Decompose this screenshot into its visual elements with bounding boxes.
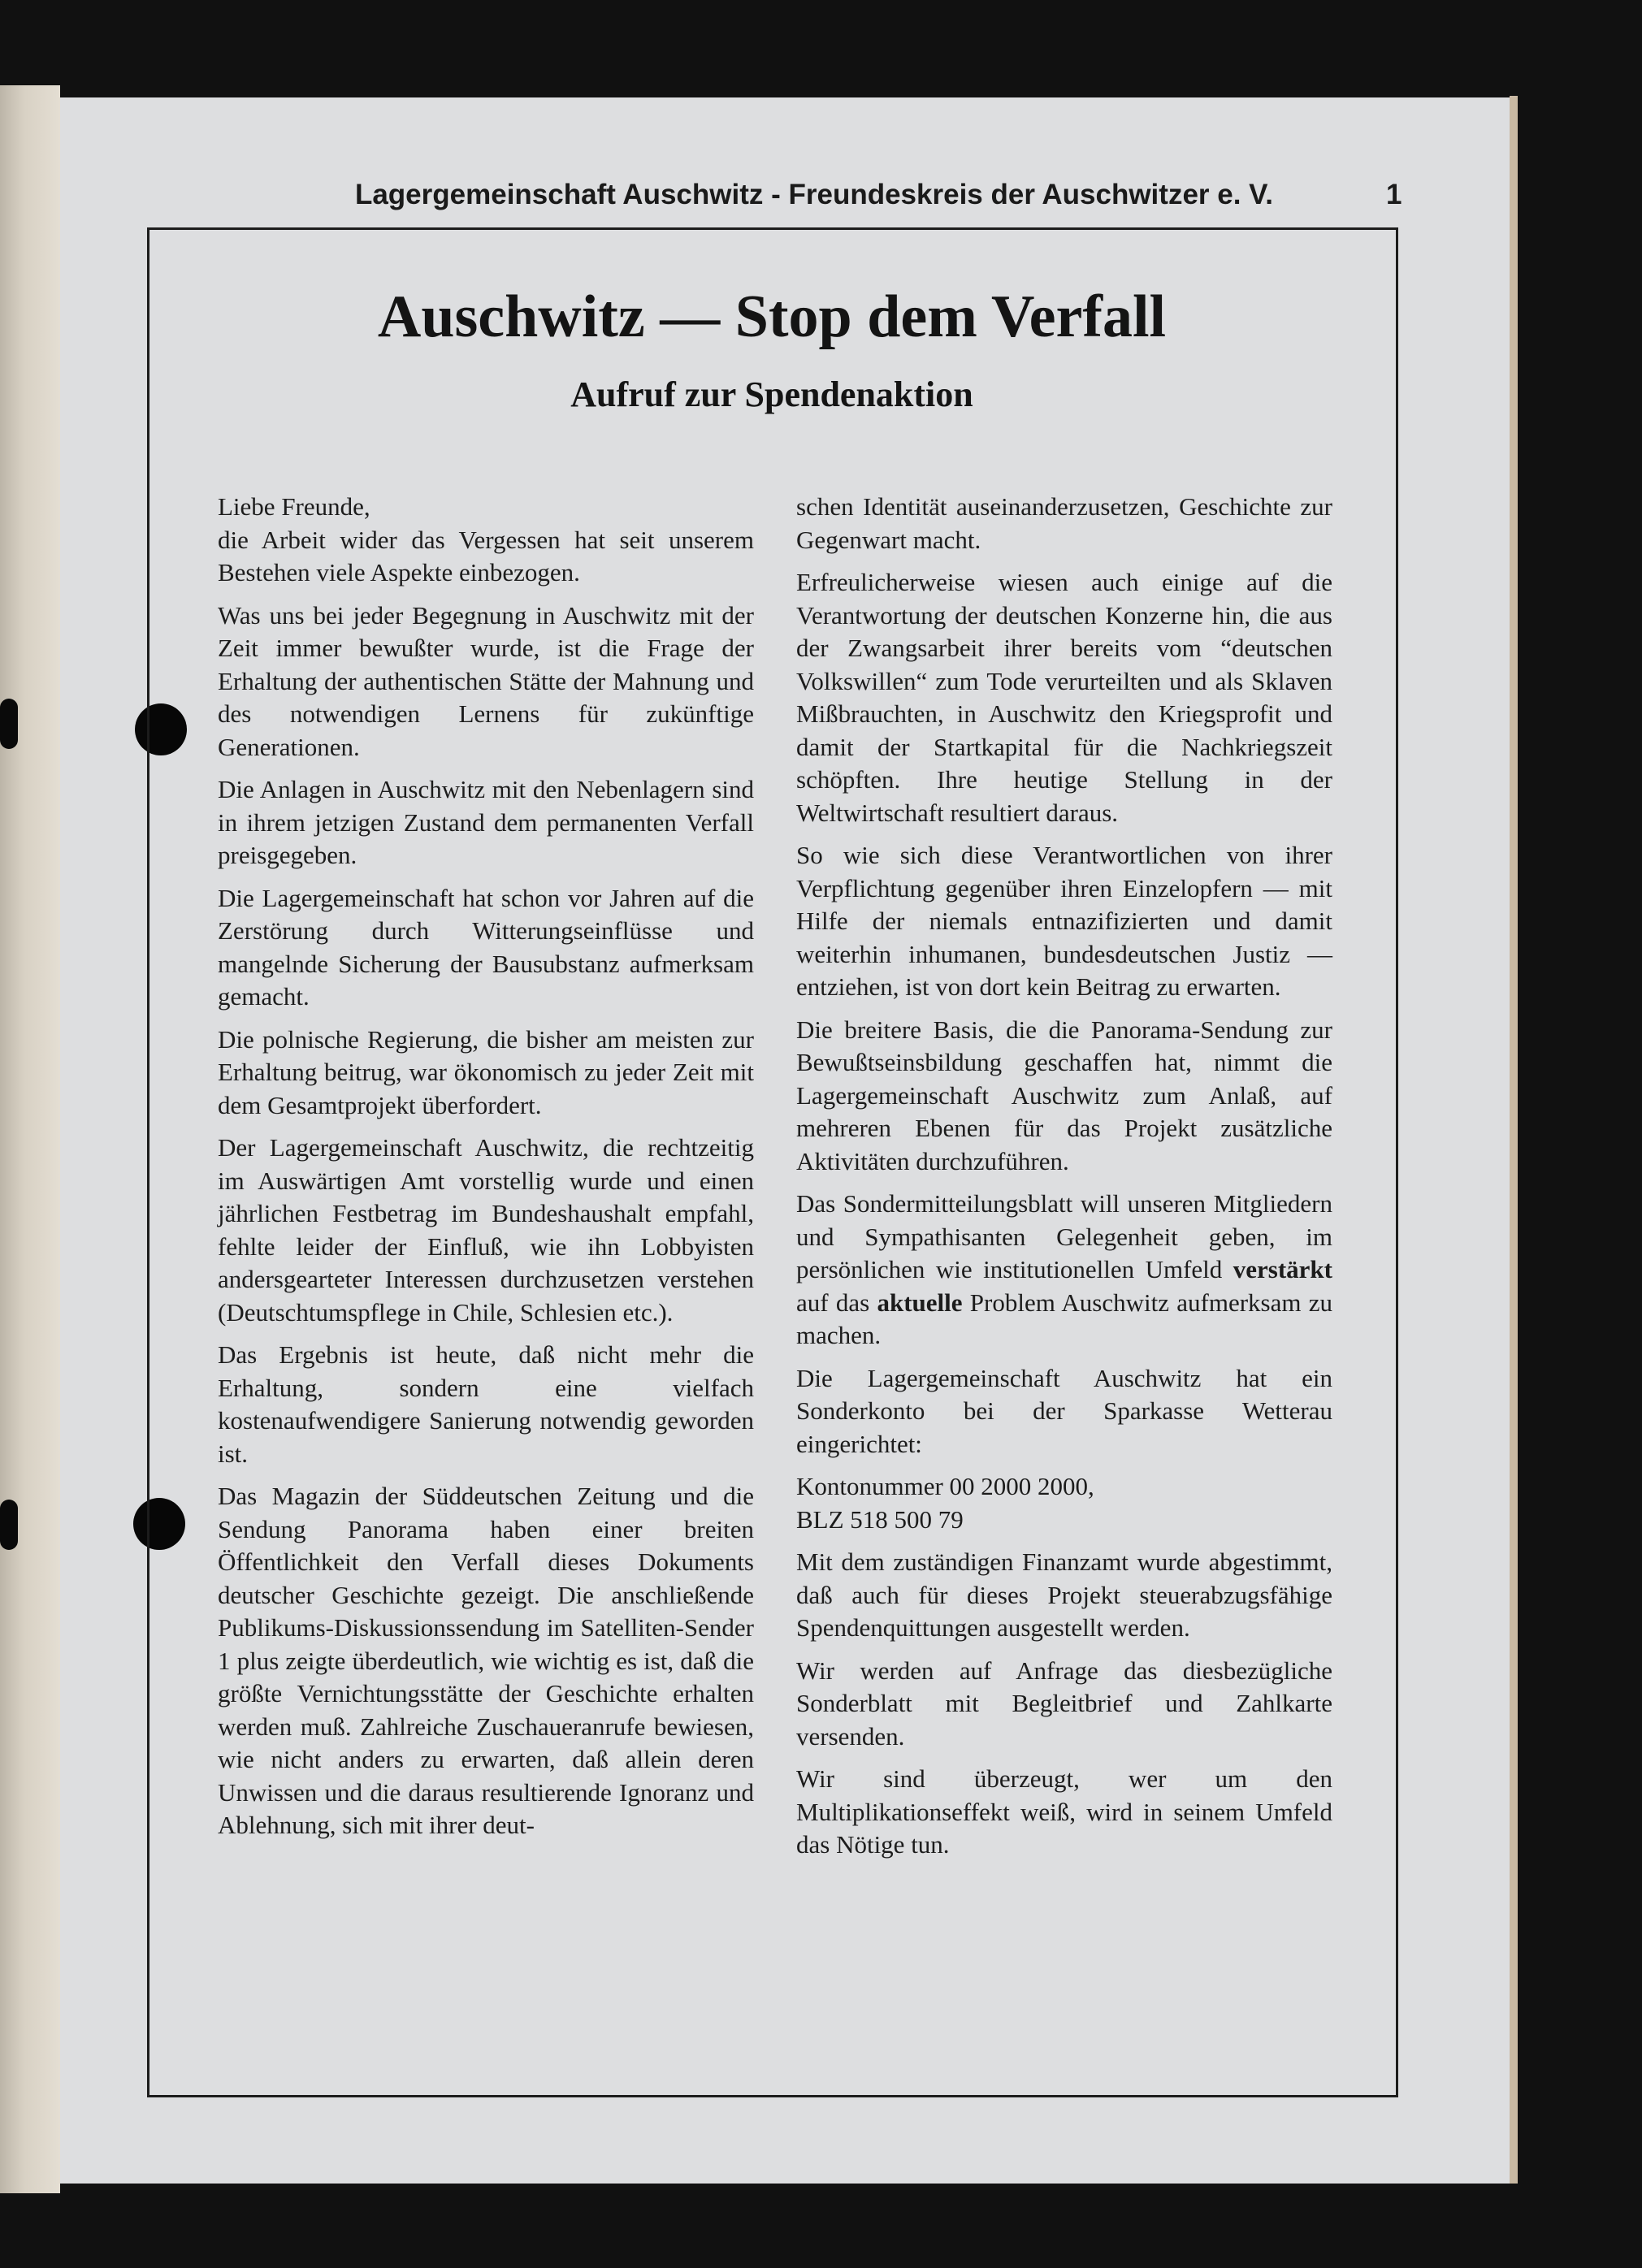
page-number: 1: [1386, 179, 1402, 210]
paragraph-emphasis: [796, 1188, 1332, 1353]
page-edge-right: [1510, 96, 1518, 2184]
paragraph: Der Lagergemeinschaft Auschwitz, die rechtzeitig im Auswärtigen Amt vorstellig wurde und einen jährlichen Festbetrag im Bundeshaushalt empfahl, fehlte leider der Einfluß, wie ihn Lobbyisten andersgearteter Interessen durchzusetzen verstehen (Deutschtumspflege in Chile, Schlesien etc.).: [218, 1133, 754, 1327]
article-title: Auschwitz — Stop dem Verfall: [377, 284, 1167, 350]
paragraph: Wir werden auf Anfrage das diesbezügliche Sonderblatt mit Begleitbrief und Zahlkarte versenden.: [796, 1656, 1332, 1751]
paragraph: Was uns bei jeder Begegnung in Auschwitz mit der Zeit immer bewußter wurde, ist die Frage der Erhaltung der authentischen Stätte der Mahnung und des notwendigen Lernens für zukünftige Generationen.: [218, 600, 754, 761]
binder-hole-edge: [0, 1500, 18, 1550]
paragraph: die Arbeit wider das Vergessen hat seit unserem Bestehen viele Aspekte einbezogen.: [218, 525, 754, 586]
salutation: Liebe Freunde,: [218, 492, 370, 521]
bank-code: BLZ 518 500 79: [796, 1504, 964, 1534]
bold-text: aktuelle: [877, 1288, 963, 1317]
paragraph: Mit dem zuständigen Finanzamt wurde abgestimmt, daß auch für dieses Projekt steuerabzugsfähige Spendenquittungen ausgestellt werden.: [796, 1547, 1332, 1642]
adjacent-page-edge: [0, 85, 60, 2193]
left-column: [218, 491, 754, 1852]
paragraph: Die Anlagen in Auschwitz mit den Nebenlagern sind in ihrem jetzigen Zustand dem permanenten Verfall preisgegeben.: [218, 775, 754, 869]
binder-hole-edge: [0, 699, 18, 749]
text-run: Das Sondermitteilungsblatt will unseren Mitgliedern und Sympathisanten Gelegenheit geben, im persönlichen wie institutionellen Umfeld: [796, 1189, 1332, 1283]
text-run: Problem Auschwitz aufmerksam zu machen.: [796, 1288, 1332, 1349]
paragraph: Das Magazin der Süddeutschen Zeitung und die Sendung Panorama haben einer breiten Öffentlichkeit den Verfall dieses Dokuments deutscher Geschichte gezeigt. Die anschließende Publikums-Diskussionssendung im Satelliten-Sender 1 plus zeigte überdeutlich, wie wichtig es ist, daß die größte Vernichtungsstätte der Geschichte erhalten werden muß. Zahlreiche Zuschaueranrufe bewiesen, wie nicht anders zu erwarten, daß allein deren Unwissen und die daraus resultierende Ignoranz und Ablehnung, sich mit ihrer deut-: [218, 1482, 754, 1839]
paragraph: Die Lagergemeinschaft Auschwitz hat ein Sonderkonto bei der Sparkasse Wetterau eingerichtet:: [796, 1363, 1332, 1458]
paragraph: So wie sich diese Verantwortlichen von ihrer Verpflichtung gegenüber ihren Einzelopfern — mit Hilfe der niemals entnazifizierten und damit weiterhin inhumanen, bundesdeutschen Justiz — entziehen, ist von dort kein Beitrag zu erwarten.: [796, 841, 1332, 1001]
paragraph: Erfreulicherweise wiesen auch einige auf die Verantwortung der deutschen Konzerne hin, die aus der Zwangsarbeit ihrer bereits vom “deutschen Volkswillen“ zum Tode verurteilten und als Sklaven Mißbrauchten, in Auschwitz den Kriegsprofit und damit der Startkapital für die Nachkriegszeit schöpften. Ihre heutige Stellung in der Weltwirtschaft resultiert daraus.: [796, 568, 1332, 827]
paragraph: Das Ergebnis ist heute, daß nicht mehr die Erhaltung, sondern eine vielfach kostenaufwendigere Sanierung notwendig geworden ist.: [218, 1340, 754, 1468]
paragraph: Wir sind überzeugt, wer um den Multiplikationseffekt weiß, wird in seinem Umfeld das Nötige tun.: [796, 1764, 1332, 1859]
right-column: [796, 491, 1332, 1872]
paragraph: Die Lagergemeinschaft hat schon vor Jahren auf die Zerstörung durch Witterungseinflüsse und mangelnde Sicherung der Bausubstanz aufmerksam gemacht.: [218, 883, 754, 1011]
article-subtitle: Aufruf zur Spendenaktion: [570, 374, 973, 414]
text-run: auf das: [796, 1288, 877, 1317]
account-number: Kontonummer 00 2000 2000,: [796, 1472, 1094, 1500]
running-header: Lagergemeinschaft Auschwitz - Freundeskreis der Auschwitzer e. V.: [354, 179, 1274, 210]
paragraph: Die breitere Basis, die die Panorama-Sendung zur Bewußtseinsbildung geschaffen hat, nimmt die Lagergemeinschaft Auschwitz zum Anlaß, auf mehreren Ebenen für das Projekt zusätzliche Aktivitäten durchzuführen.: [796, 1015, 1332, 1175]
bold-text: verstärkt: [1233, 1255, 1332, 1283]
paragraph: Die polnische Regierung, die bisher am meisten zur Erhaltung beitrug, war ökonomisch zu jeder Zeit mit dem Gesamtprojekt überfordert.: [218, 1024, 754, 1119]
paragraph: schen Identität auseinanderzusetzen, Geschichte zur Gegenwart macht.: [796, 492, 1332, 554]
